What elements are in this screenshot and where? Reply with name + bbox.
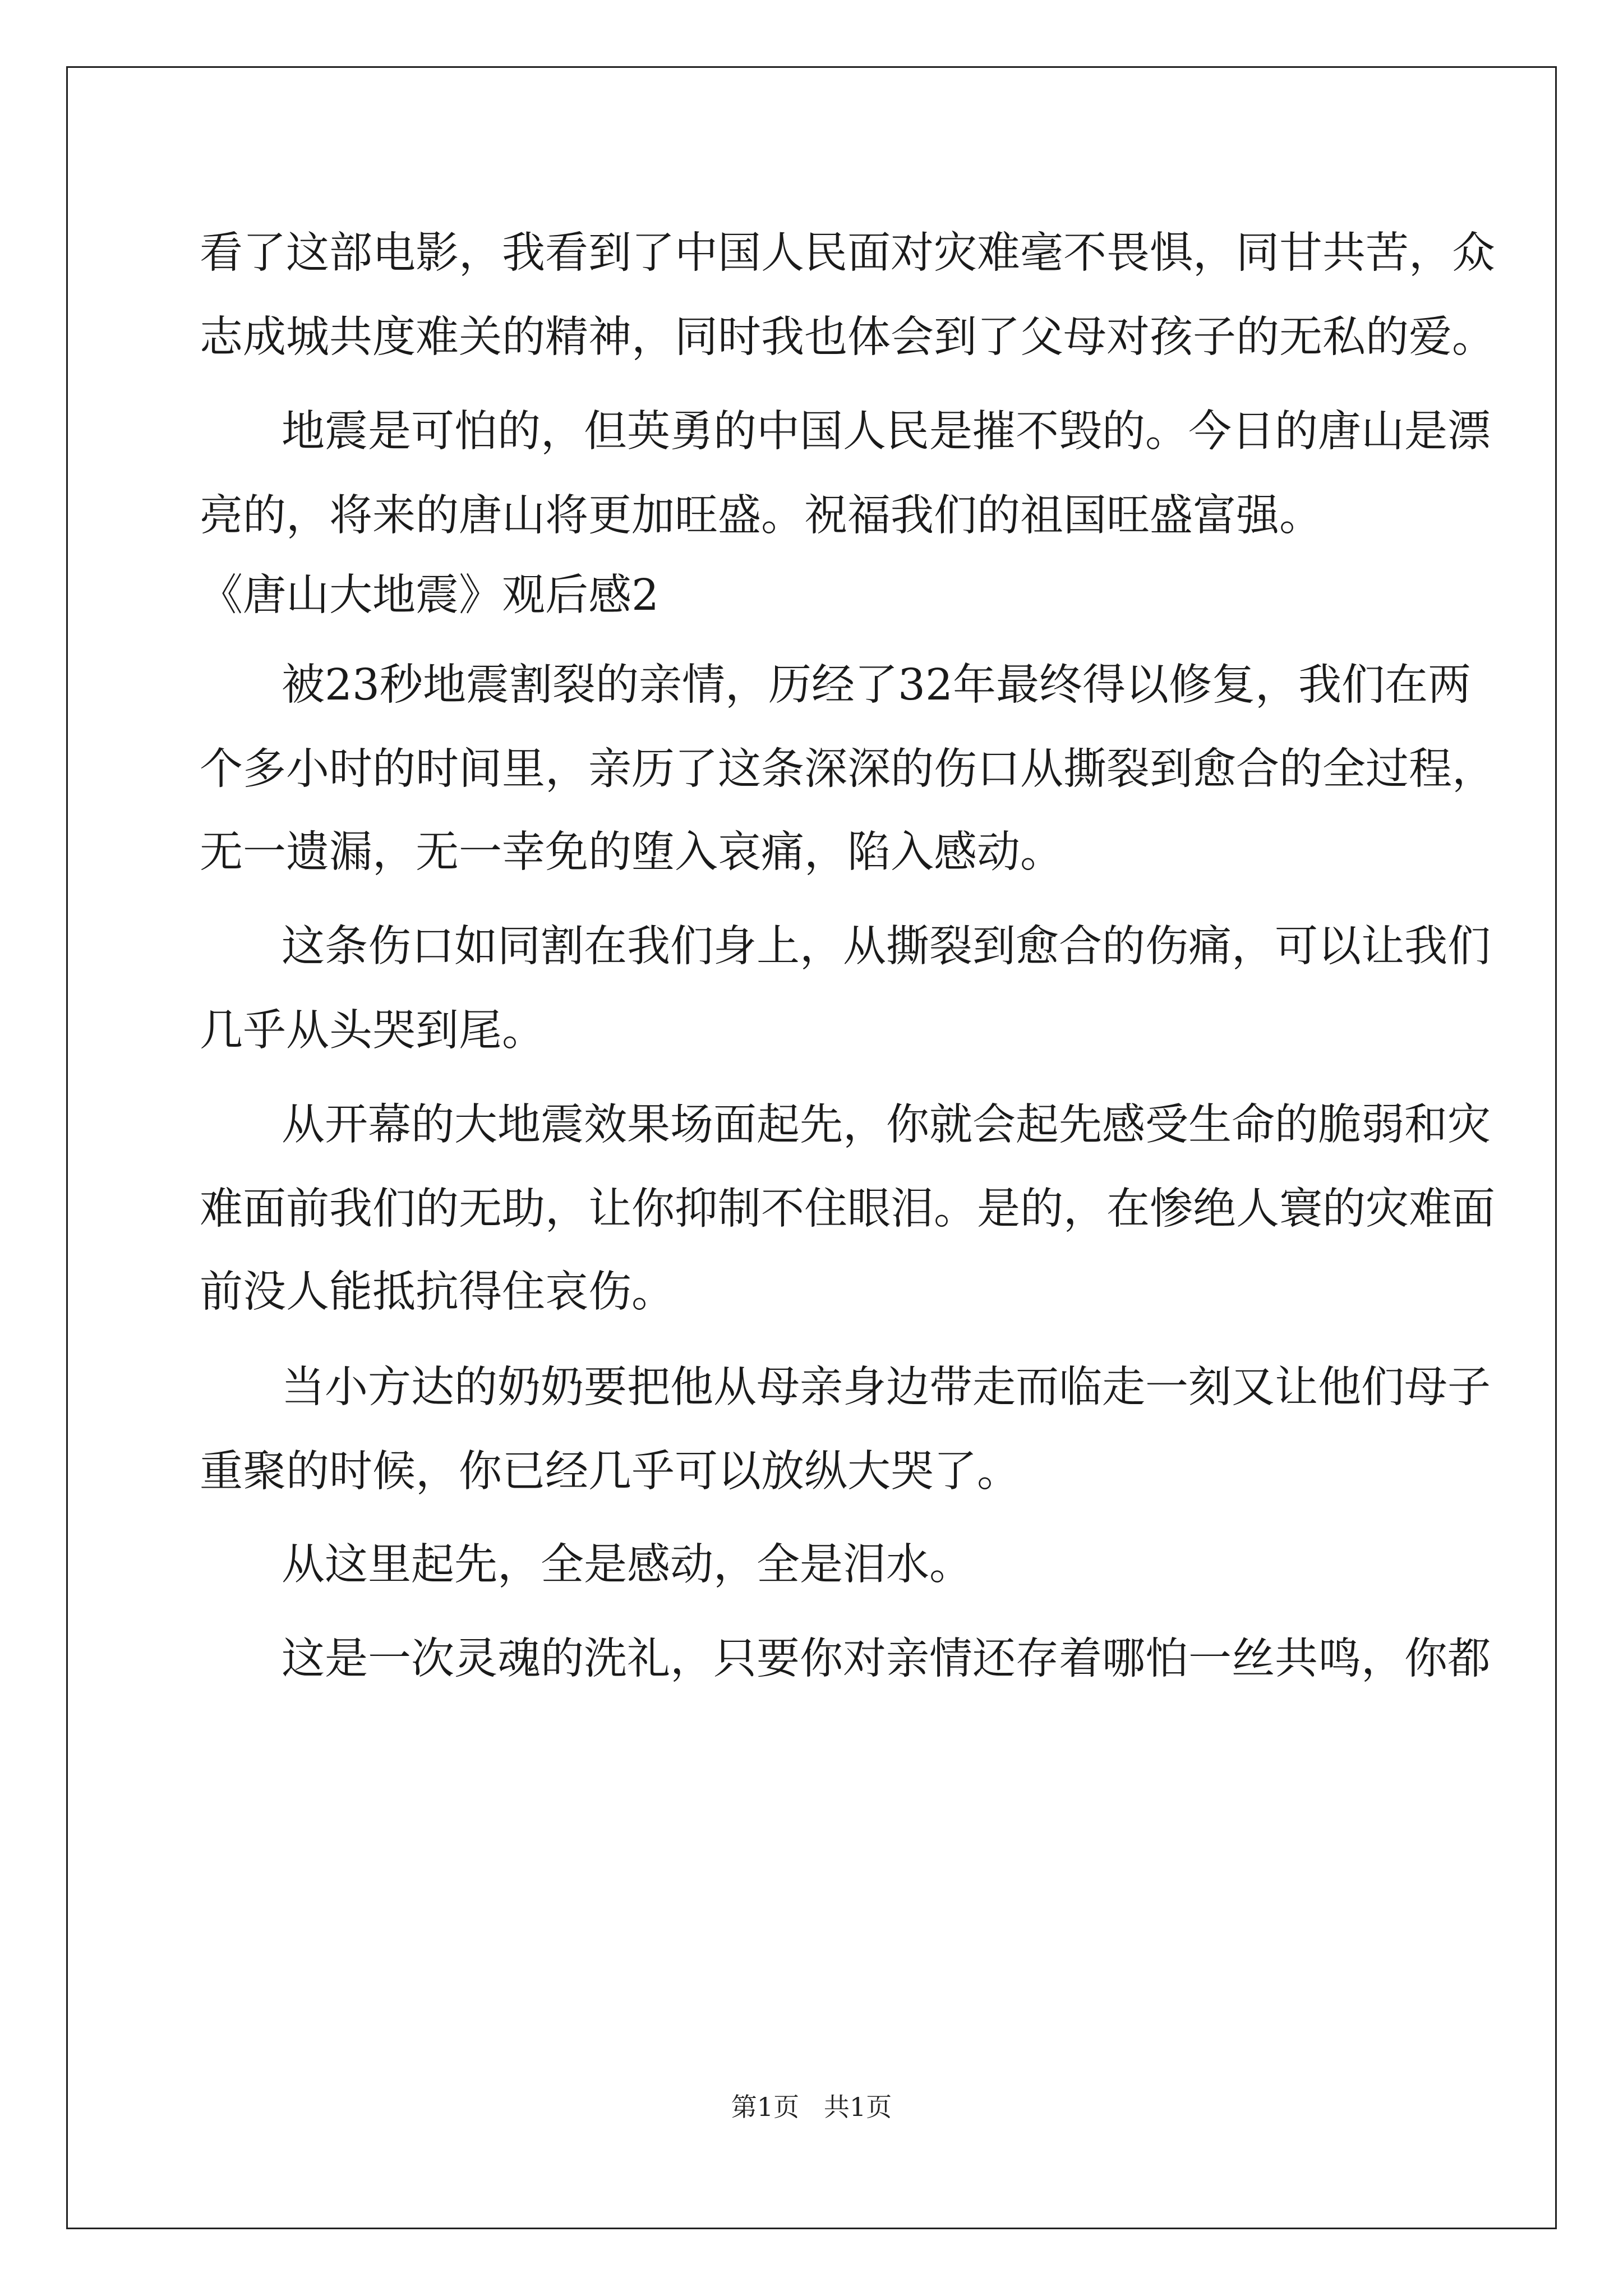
- paragraph-line: 几乎从头哭到尾。: [200, 1006, 545, 1056]
- paragraph-line: 地震是可怕的，但英勇的中国人民是摧不毁的。今日的唐山是漂: [282, 407, 1491, 457]
- paragraph-line: 志成城共度难关的精神，同时我也体会到了父母对孩子的无私的爱。: [200, 312, 1495, 362]
- section-heading: 《唐山大地震》观后感2: [200, 570, 659, 620]
- paragraph-line: 当小方达的奶奶要把他从母亲身边带走而临走一刻又让他们母子: [282, 1363, 1491, 1412]
- paragraph-line: 亮的，将来的唐山将更加旺盛。祝福我们的祖国旺盛富强。: [200, 491, 1322, 541]
- paragraph-line: 无一遗漏，无一幸免的堕入哀痛，陷入感动。: [200, 827, 1063, 877]
- paragraph-line: 看了这部电影，我看到了中国人民面对灾难毫不畏惧，同甘共苦，众: [200, 228, 1495, 278]
- paragraph-line: 这条伤口如同割在我们身上，从撕裂到愈合的伤痛，可以让我们: [282, 922, 1491, 972]
- paragraph-line: 这是一次灵魂的洗礼，只要你对亲情还存着哪怕一丝共鸣，你都: [282, 1634, 1491, 1684]
- paragraph-line: 重聚的时候，你已经几乎可以放纵大哭了。: [200, 1447, 1020, 1497]
- paragraph-line: 被23秒地震割裂的亲情，历经了32年最终得以修复，我们在两: [282, 660, 1471, 710]
- paragraph-line: 前没人能抵抗得住哀伤。: [200, 1267, 675, 1317]
- page-footer: 第1页 共1页: [731, 2092, 892, 2122]
- paragraph-line: 从开幕的大地震效果场面起先，你就会起先感受生命的脆弱和灾: [282, 1100, 1491, 1150]
- paragraph-line: 难面前我们的无助，让你抑制不住眼泪。是的，在惨绝人寰的灾难面: [200, 1184, 1495, 1234]
- paragraph-line: 个多小时的时间里，亲历了这条深深的伤口从撕裂到愈合的全过程，: [200, 744, 1495, 794]
- paragraph-line: 从这里起先，全是感动，全是泪水。: [282, 1540, 972, 1590]
